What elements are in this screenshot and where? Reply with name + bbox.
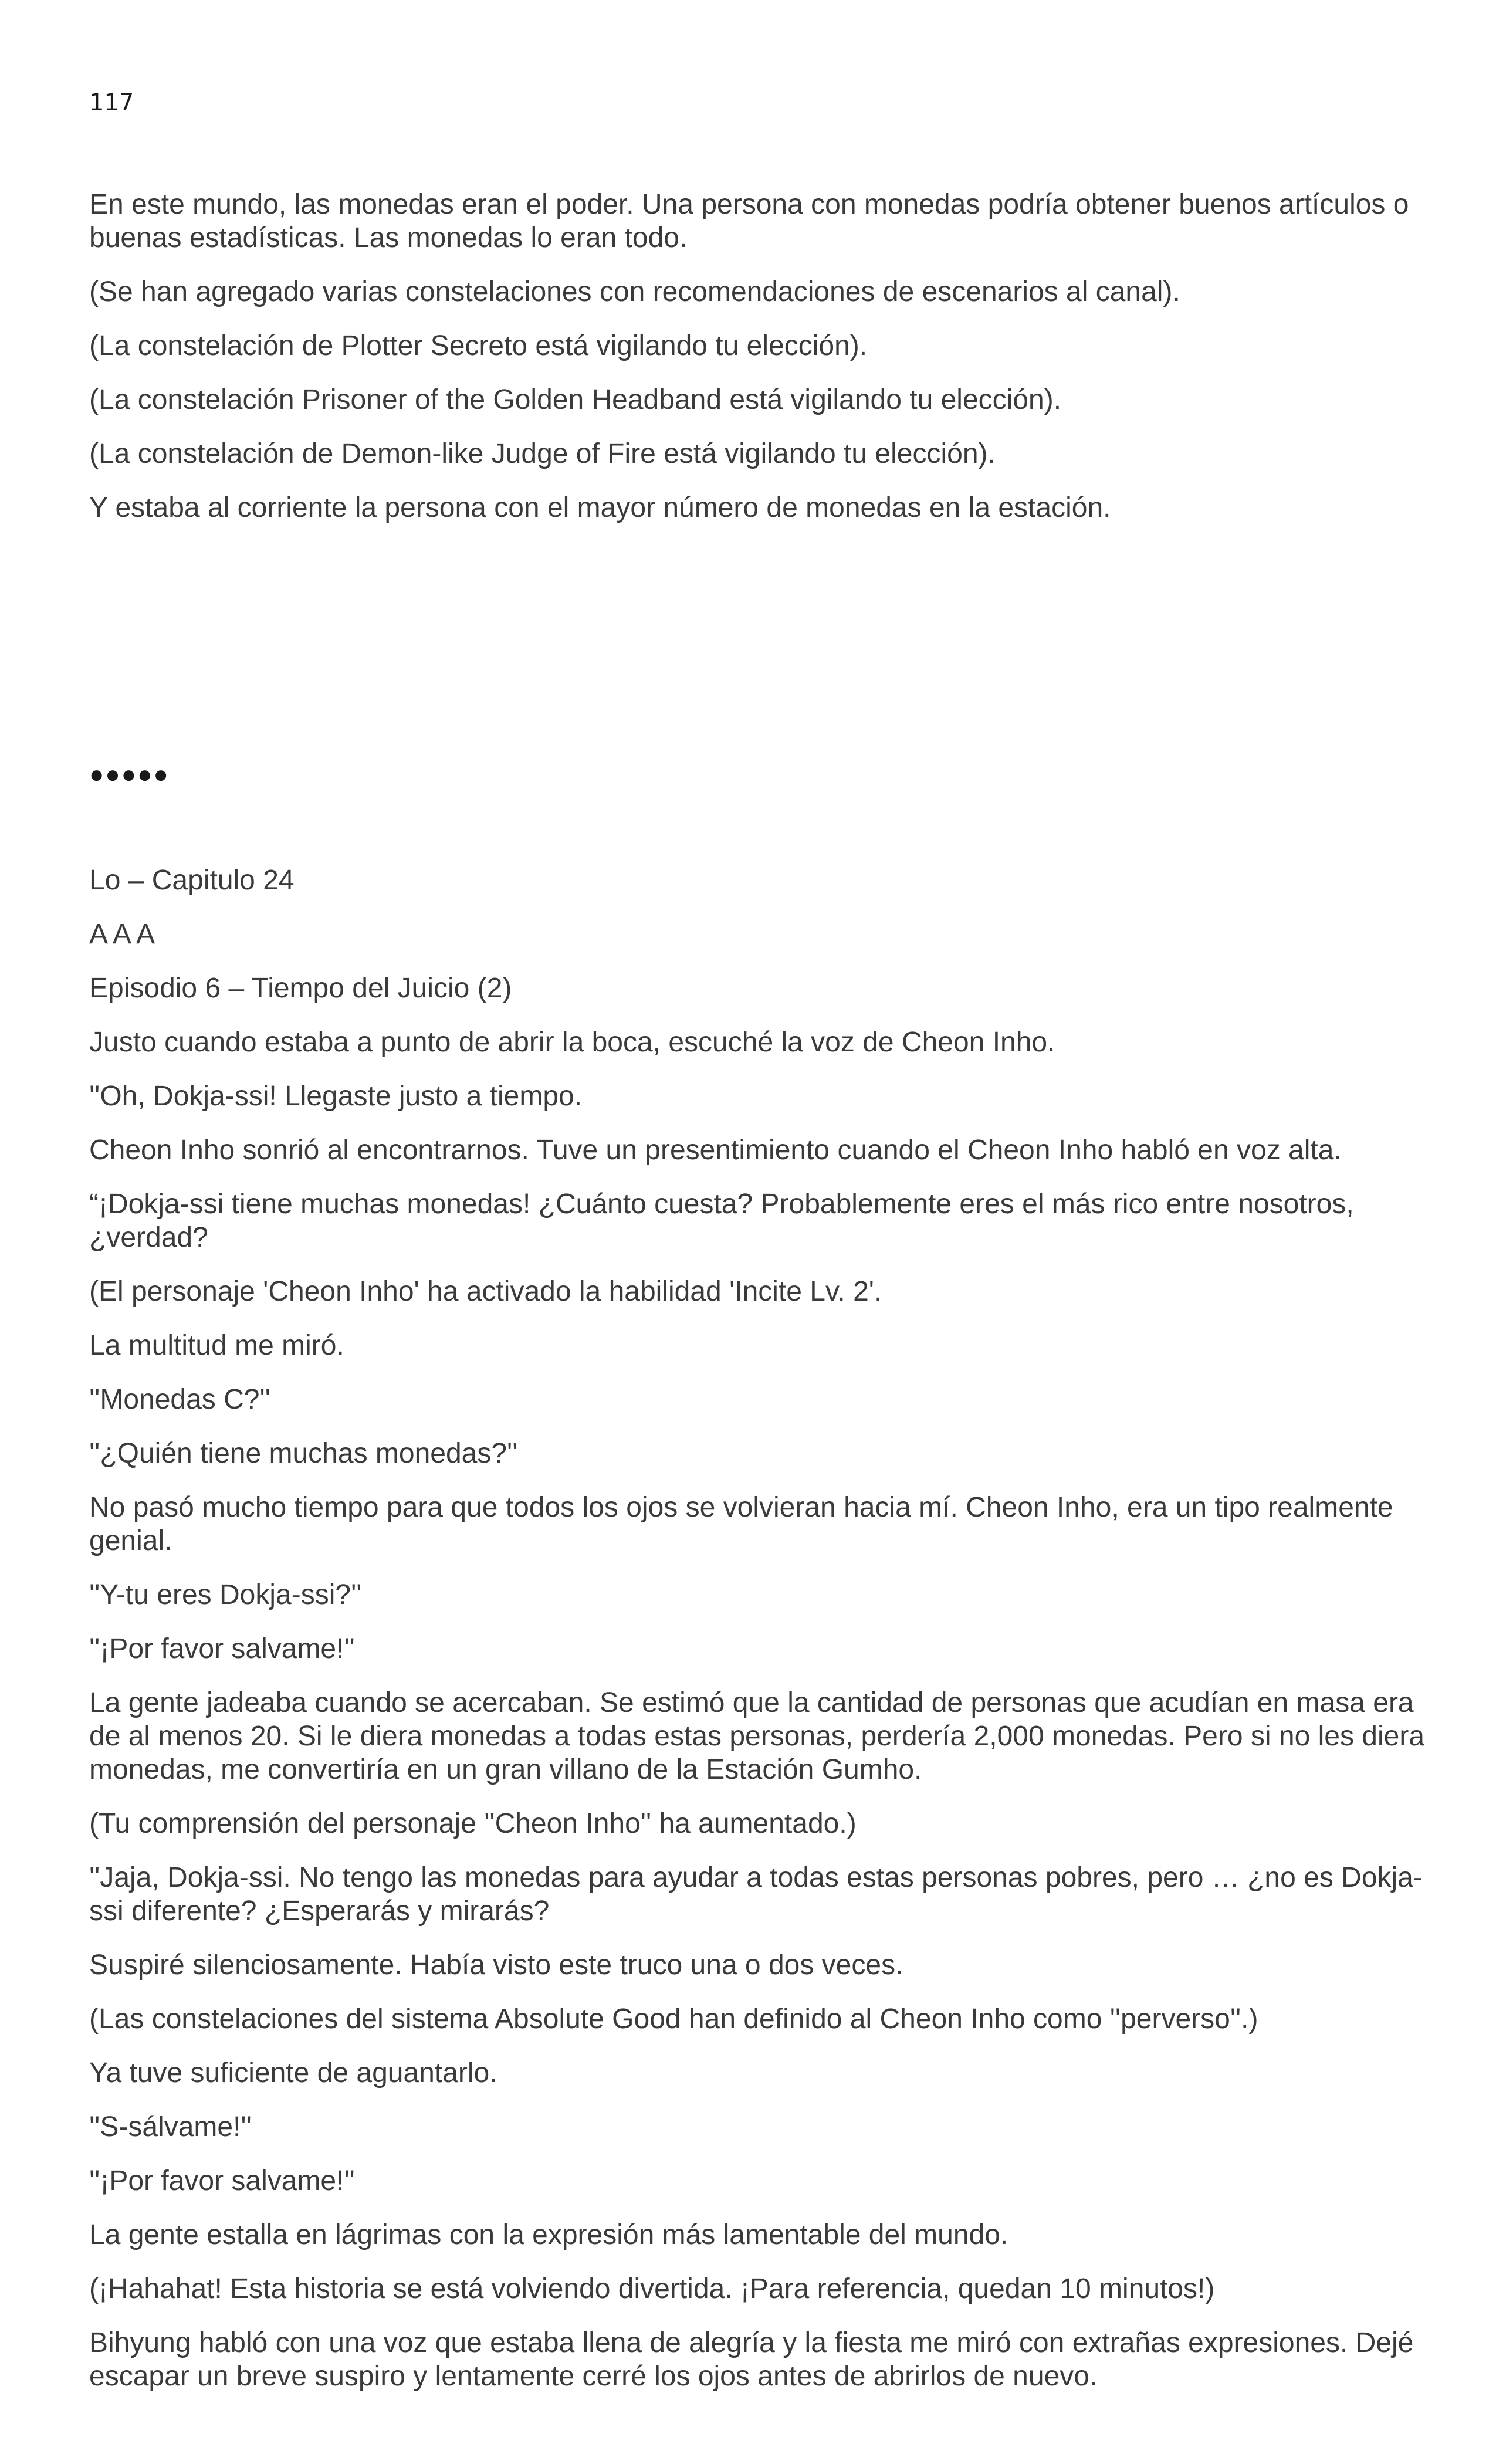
font-size-controls: A A A — [89, 919, 155, 950]
section-separator: ●●●●● — [89, 760, 170, 788]
chapter-heading: Lo – Capitulo 24 — [89, 865, 295, 896]
episode-title: Episodio 6 – Tiempo del Juicio (2) — [89, 973, 512, 1004]
paragraph: Bihyung habló con una voz que estaba llena de alegría y la fiesta me miró con extrañas expresiones. Dejé escapar un breve suspiro y lentamente cerré los ojos antes de abrirlos de nuevo. — [89, 2327, 1414, 2392]
page-number: 117 — [89, 89, 134, 116]
paragraph: ''Oh, Dokja-ssi! Llegaste justo a tiempo. — [89, 1081, 583, 1112]
paragraph: (Las constelaciones del sistema Absolute Good han definido al Cheon Inho como ''perverso''.) — [89, 2003, 1258, 2035]
paragraph: No pasó mucho tiempo para que todos los ojos se volvieran hacia mí. Cheon Inho, era un tipo realmente genial. — [89, 1492, 1393, 1556]
paragraph: En este mundo, las monedas eran el poder. Una persona con monedas podría obtener buenos artículos o buenas estadísticas. Las monedas lo eran todo. — [89, 189, 1409, 253]
paragraph: Justo cuando estaba a punto de abrir la boca, escuché la voz de Cheon Inho. — [89, 1027, 1055, 1058]
paragraph: La multitud me miró. — [89, 1330, 344, 1361]
paragraph: ''¡Por favor salvame!'' — [89, 2165, 355, 2196]
paragraph: (La constelación Prisoner of the Golden Headband está vigilando tu elección). — [89, 384, 1062, 415]
paragraph: (¡Hahahat! Esta historia se está volviendo divertida. ¡Para referencia, quedan 10 minutos!) — [89, 2273, 1215, 2304]
paragraph: (Tu comprensión del personaje ''Cheon Inho'' ha aumentado.) — [89, 1808, 857, 1839]
paragraph: (Se han agregado varias constelaciones con recomendaciones de escenarios al canal). — [89, 276, 1180, 307]
paragraph: ''Monedas C?'' — [89, 1384, 270, 1415]
paragraph: (La constelación de Plotter Secreto está vigilando tu elección). — [89, 330, 868, 361]
paragraph: Suspiré silenciosamente. Había visto este truco una o dos veces. — [89, 1949, 903, 1981]
paragraph: La gente estalla en lágrimas con la expresión más lamentable del mundo. — [89, 2219, 1008, 2250]
paragraph: ''S-sálvame!'' — [89, 2111, 252, 2143]
text-section-top — [89, 188, 1427, 545]
paragraph: “¡Dokja-ssi tiene muchas monedas! ¿Cuánto cuesta? Probablemente eres el más rico entre nosotros, ¿verdad? — [89, 1189, 1354, 1253]
paragraph: Cheon Inho sonrió al encontrarnos. Tuve un presentimiento cuando el Cheon Inho habló en voz alta. — [89, 1135, 1342, 1166]
paragraph: ''Jaja, Dokja-ssi. No tengo las monedas para ayudar a todas estas personas pobres, pero … ¿no es Dokja-ssi diferente? ¿Esperarás y mirarás? — [89, 1862, 1423, 1927]
paragraph: Ya tuve suficiente de aguantarlo. — [89, 2057, 497, 2089]
paragraph: (La constelación de Demon-like Judge of Fire está vigilando tu elección). — [89, 438, 996, 469]
paragraph: (El personaje 'Cheon Inho' ha activado la habilidad 'Incite Lv. 2'. — [89, 1276, 882, 1307]
paragraph: La gente jadeaba cuando se acercaban. Se estimó que la cantidad de personas que acudían en masa era de al menos 20. Si le diera monedas a todas estas personas, perdería 2,000 monedas. Pero si no les diera monedas, me convertiría en un gran villano de la Estación Gumho. — [89, 1687, 1425, 1785]
paragraph: ''¿Quién tiene muchas monedas?'' — [89, 1438, 518, 1469]
paragraph: ''¡Por favor salvame!'' — [89, 1633, 355, 1664]
text-section-bottom — [89, 864, 1427, 2414]
paragraph: Y estaba al corriente la persona con el mayor número de monedas en la estación. — [89, 492, 1111, 523]
paragraph: ''Y-tu eres Dokja-ssi?'' — [89, 1579, 362, 1610]
